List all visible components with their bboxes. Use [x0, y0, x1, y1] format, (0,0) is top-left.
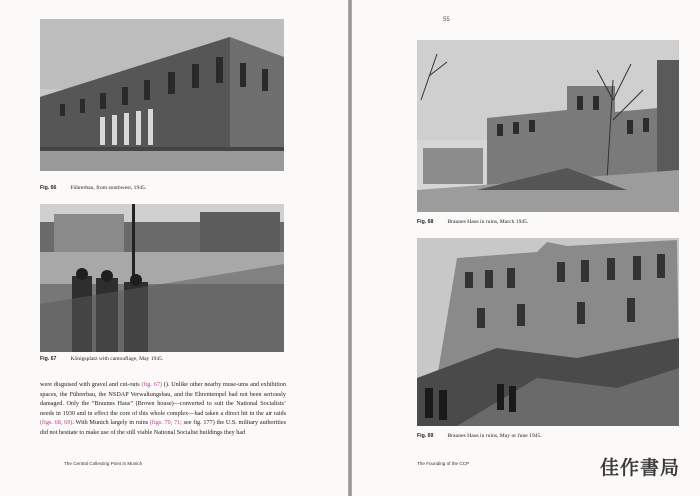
caption-text: Braunes Haus in ruins, March 1945. [447, 219, 529, 225]
figure-reference-link[interactable]: (figs. 70, 71; [149, 419, 182, 427]
running-foot-right: The Founding of the CCP [417, 461, 470, 466]
page-number: 55 [443, 17, 450, 23]
watermark-logo: 佳作書局 [599, 457, 680, 479]
figure-reference-link[interactable]: (figs. 68, 69) [40, 419, 73, 427]
body-text-part: (). Unlike other nearby muse-ums and exhibition spaces, the Führerbau, the NSDAP Verwaltungsbau, and the Ehrentempel had not been seriously damaged. Only the “Braunes Haus” (Brown house)—converted to suit the National Socialists’ needs in 1930 and in effect the core of this whole complex—had taken a direct hit in the air raids [40, 381, 286, 417]
caption-fig66 [40, 185, 284, 192]
figure-reference-link[interactable]: (fig. 67) [141, 381, 162, 388]
caption-text: Königsplatz with camouflage, May 1945. [70, 356, 164, 362]
body-text-part: were disguised with gravel and cut-outs [40, 381, 142, 388]
photo-braunes-haus-march [417, 40, 679, 212]
caption-text: Führerbau, from southwest, 1945. [70, 185, 147, 191]
photo-braunes-haus-may [417, 238, 679, 426]
body-text-part: . With Munich largely in ruins [72, 419, 150, 427]
fig-number: Fig. 67 [40, 356, 57, 362]
fig-number: Fig. 66 [40, 185, 57, 191]
caption-fig67 [40, 356, 284, 363]
photo-fuhrerbau [40, 19, 284, 171]
running-foot-left: The Central Collecting Point in Munich [64, 461, 143, 466]
photo-konigsplatz [40, 204, 284, 352]
caption-fig69 [417, 433, 679, 440]
caption-text: Braunes Haus in ruins, May or June 1945. [447, 433, 542, 439]
fig-number: Fig. 68 [417, 219, 434, 225]
caption-fig68 [417, 219, 679, 226]
body-paragraph [40, 380, 286, 438]
fig-number: Fig. 69 [417, 433, 434, 439]
body-text-part: see fig. 177) the U.S. military authorities did not hesitate to make use of the still viable National Socialist buildings they had [40, 419, 287, 436]
